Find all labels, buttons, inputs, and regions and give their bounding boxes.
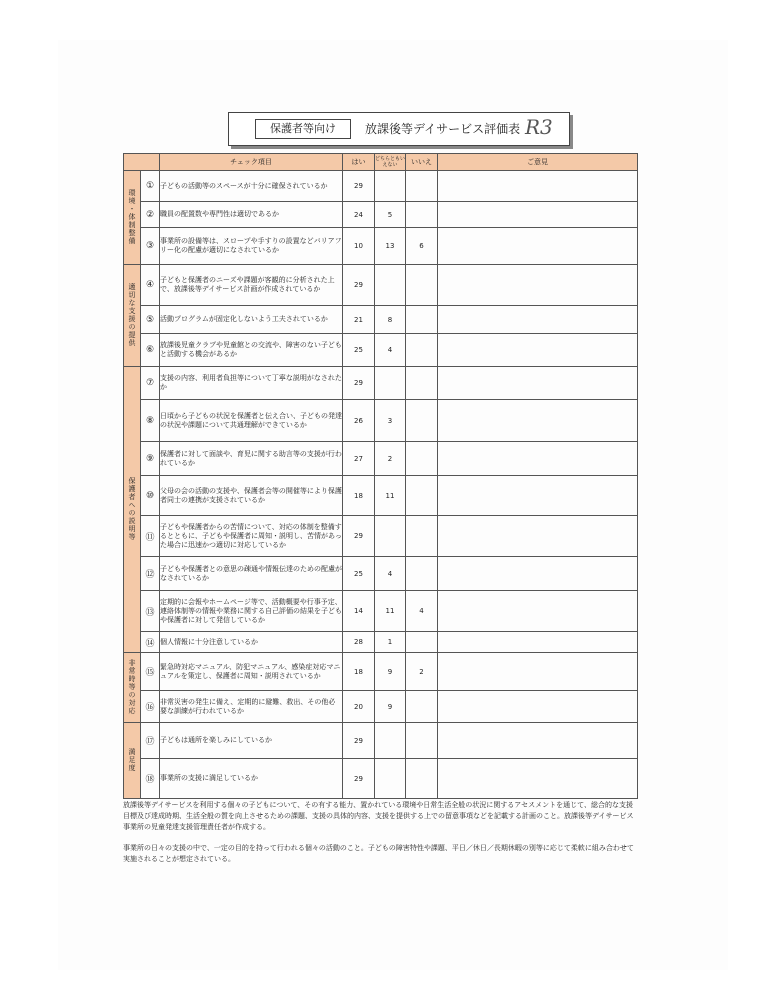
count-neither: 11 [375,476,406,516]
row-number: ⑫ [141,557,160,591]
count-neither [375,516,406,557]
count-no [406,334,438,367]
category-cell [124,723,141,799]
comment-cell [438,171,638,202]
count-yes: 29 [343,367,375,400]
count-neither: 9 [375,653,406,691]
count-yes: 27 [343,442,375,476]
table-row [124,442,638,476]
count-no [406,265,438,306]
comment-cell [438,557,638,591]
count-yes: 18 [343,476,375,516]
row-number: ⑨ [141,442,160,476]
table-row [124,367,638,400]
footnotes [123,800,637,875]
table-row [124,306,638,334]
category-cell [124,653,141,723]
header-comments: ご意見 [438,154,638,171]
count-yes: 21 [343,306,375,334]
handwritten-note: R3 [525,115,553,139]
row-number: ④ [141,265,160,306]
count-no [406,759,438,799]
table-row [124,516,638,557]
count-yes: 10 [343,228,375,265]
title-box [228,112,570,146]
category-cell [124,265,141,367]
count-yes: 14 [343,591,375,632]
table-row [124,723,638,759]
row-number: ⑪ [141,516,160,557]
comment-cell [438,400,638,442]
row-text: 父母の会の活動の支援や、保護者会等の開催等により保護者同士の連携が支援されているか [160,476,343,516]
comment-cell [438,265,638,306]
category-label: 保護者への説明等 [128,476,136,541]
row-number: ⑩ [141,476,160,516]
comment-cell [438,723,638,759]
row-number: ② [141,202,160,228]
comment-cell [438,306,638,334]
count-neither: 5 [375,202,406,228]
table-row [124,557,638,591]
count-yes: 26 [343,400,375,442]
row-text: 保護者に対して面談や、育児に関する助言等の支援が行われているか [160,442,343,476]
header-check-item: チェック項目 [160,154,343,171]
count-neither [375,759,406,799]
category-cell [124,171,141,265]
comment-cell [438,691,638,723]
footnote: 放課後等デイサービスを利用する個々の子どもについて、その有する能力、置かれている環境や日常生活全般の状況に関するアセスメントを通じて、総合的な支援目標及び達成時期、生活全般の質を向上させるための課題、支援の具体的内容、支援を提供する上での留意事項などを記載する計画のこと。放課後等デイサービス事業所の児童発達支援管理責任者が作成する。 [123,801,634,831]
count-neither: 4 [375,334,406,367]
count-yes: 29 [343,265,375,306]
comment-cell [438,228,638,265]
row-number: ① [141,171,160,202]
table-header-row [124,154,638,171]
count-yes: 29 [343,516,375,557]
row-text: 子どもや保護者からの苦情について、対応の体制を整備するとともに、子どもや保護者に周知・説明し、苦情があった場合に迅速かつ適切に対応しているか [160,516,343,557]
row-number: ⑮ [141,653,160,691]
count-no [406,171,438,202]
table-row [124,334,638,367]
row-text: 事業所の支援に満足しているか [160,759,343,799]
count-no: 2 [406,653,438,691]
count-no [406,202,438,228]
row-number: ⑧ [141,400,160,442]
row-text: 非常災害の発生に備え、定期的に避難、救出、その他必要な訓練が行われているか [160,691,343,723]
count-yes: 29 [343,759,375,799]
row-number: ⑦ [141,367,160,400]
evaluation-table [123,153,638,799]
row-number: ⑥ [141,334,160,367]
category-label: 環境・体制整備 [128,188,136,245]
table-row [124,759,638,799]
row-text: 活動プログラムが固定化しないよう工夫されているか [160,306,343,334]
count-yes: 24 [343,202,375,228]
count-no [406,476,438,516]
category-cell [124,367,141,653]
header-neither: どちらともいえない [375,154,406,171]
table-row [124,171,638,202]
table-row [124,202,638,228]
count-yes: 29 [343,723,375,759]
count-neither: 4 [375,557,406,591]
count-no [406,557,438,591]
comment-cell [438,476,638,516]
count-no: 6 [406,228,438,265]
row-text: 子どもの活動等のスペースが十分に確保されているか [160,171,343,202]
comment-cell [438,334,638,367]
row-text: 支援の内容、利用者負担等について丁寧な説明がなされたか [160,367,343,400]
table-row [124,632,638,653]
count-no [406,442,438,476]
table-row [124,265,638,306]
row-text: 個人情報に十分注意しているか [160,632,343,653]
category-label: 満足度 [128,747,136,772]
count-no: 4 [406,591,438,632]
row-text: 緊急時対応マニュアル、防犯マニュアル、感染症対応マニュアルを策定し、保護者に周知・説明されているか [160,653,343,691]
header-no: いいえ [406,154,438,171]
row-number: ③ [141,228,160,265]
table-row [124,400,638,442]
footnote: 事業所の日々の支援の中で、一定の目的を持って行われる個々の活動のこと。子どもの障害特性や課題、平日／休日／長期休暇の別等に応じて柔軟に組み合わせて実施されることが想定されている。 [123,844,634,863]
count-no [406,367,438,400]
count-neither [375,367,406,400]
table-row [124,691,638,723]
count-neither: 11 [375,591,406,632]
audience-label: 保護者等向け [255,119,351,139]
count-neither: 9 [375,691,406,723]
row-text: 子どもと保護者のニーズや課題が客観的に分析された上で、放課後等デイサービス計画が作成されているか [160,265,343,306]
comment-cell [438,759,638,799]
count-neither: 2 [375,442,406,476]
page-title: 放課後等デイサービス評価表 [365,122,521,136]
count-neither [375,171,406,202]
table-row [124,228,638,265]
count-neither: 3 [375,400,406,442]
table-row [124,653,638,691]
count-no [406,723,438,759]
row-text: 子どもは通所を楽しみにしているか [160,723,343,759]
count-neither: 1 [375,632,406,653]
comment-cell [438,367,638,400]
count-no [406,691,438,723]
table-row [124,591,638,632]
count-neither: 8 [375,306,406,334]
count-yes: 20 [343,691,375,723]
count-no [406,516,438,557]
row-number: ⑰ [141,723,160,759]
header-blank [124,154,160,171]
row-text: 放課後児童クラブや児童館との交流や、障害のない子どもと活動する機会があるか [160,334,343,367]
count-neither [375,265,406,306]
comment-cell [438,442,638,476]
row-number: ⑭ [141,632,160,653]
row-text: 日頃から子どもの状況を保護者と伝え合い、子どもの発達の状況や課題について共通理解ができているか [160,400,343,442]
row-text: 事業所の設備等は、スロープや手すりの設置などバリアフリー化の配慮が適切になされているか [160,228,343,265]
count-yes: 18 [343,653,375,691]
row-number: ⑱ [141,759,160,799]
count-yes: 25 [343,557,375,591]
category-label: 適切な支援の提供 [128,282,136,347]
row-text: 定期的に会報やホームページ等で、活動概要や行事予定、連絡体制等の情報や業務に関する自己評価の結果を子どもや保護者に対して発信しているか [160,591,343,632]
category-label: 非常時等の対応 [128,658,136,715]
count-no [406,306,438,334]
table-row [124,476,638,516]
row-number: ⑬ [141,591,160,632]
count-yes: 25 [343,334,375,367]
row-text: 子どもや保護者との意思の疎通や情報伝達のための配慮がなされているか [160,557,343,591]
comment-cell [438,653,638,691]
comment-cell [438,202,638,228]
header-yes: はい [343,154,375,171]
row-text: 職員の配置数や専門性は適切であるか [160,202,343,228]
comment-cell [438,591,638,632]
count-neither: 13 [375,228,406,265]
count-yes: 28 [343,632,375,653]
count-neither [375,723,406,759]
row-number: ⑤ [141,306,160,334]
row-number: ⑯ [141,691,160,723]
count-no [406,632,438,653]
count-no [406,400,438,442]
comment-cell [438,516,638,557]
comment-cell [438,632,638,653]
count-yes: 29 [343,171,375,202]
